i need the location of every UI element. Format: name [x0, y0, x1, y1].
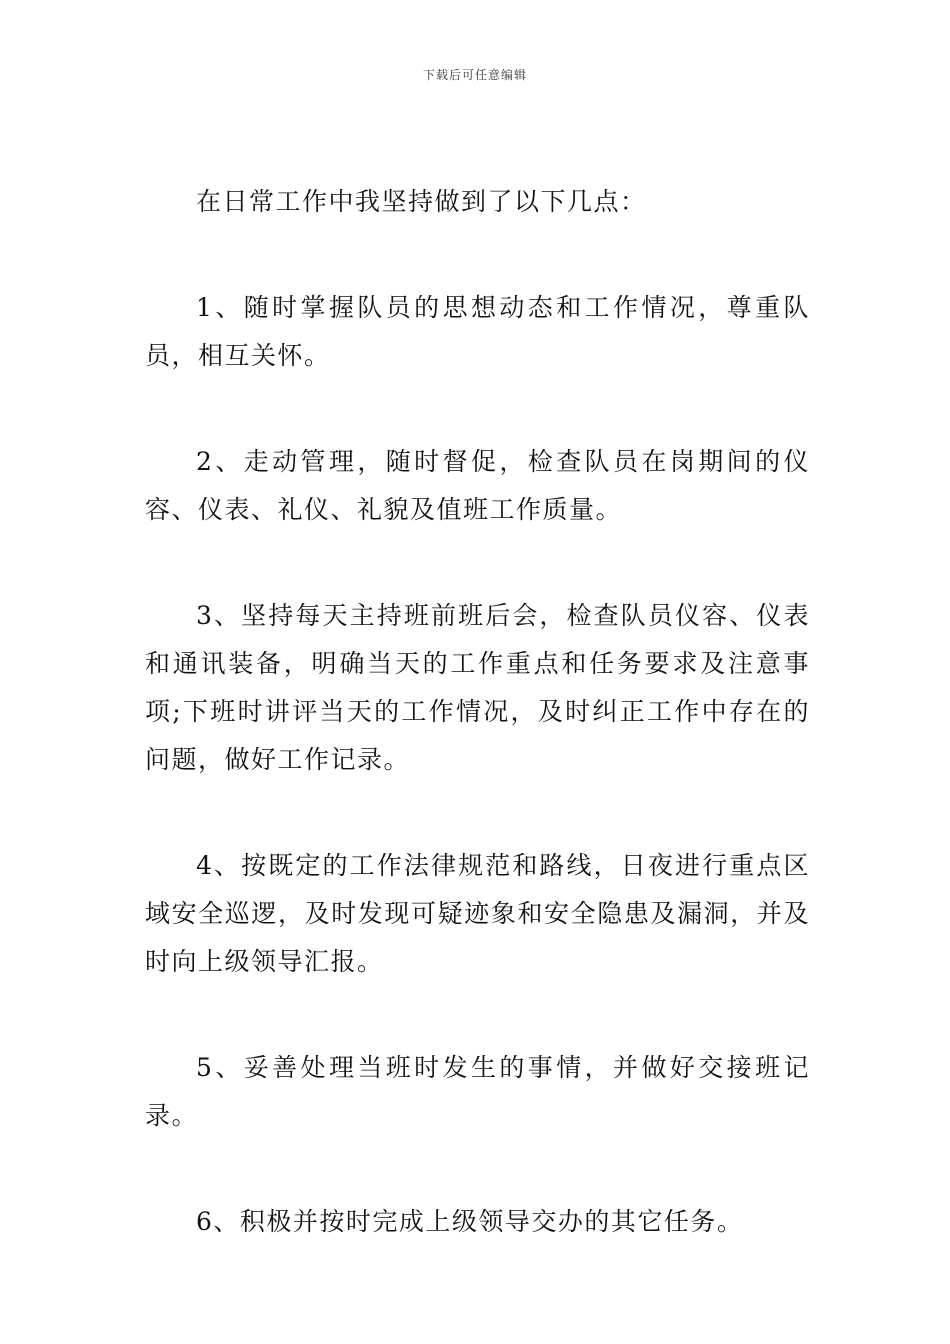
paragraph-item-3: 3、坚持每天主持班前班后会，检查队员仪容、仪表和通讯装备，明确当天的工作重点和任务要求及注意事项;下班时讲评当天的工作情况，及时纠正工作中存在的问题，做好工作记录。 — [145, 601, 810, 774]
paragraph-item-6: 6、积极并按时完成上级领导交办的其它任务。 — [196, 1207, 744, 1236]
paragraph-item-1: 1、随时掌握队员的思想动态和工作情况，尊重队员，相互关怀。 — [145, 293, 810, 370]
paragraph-intro: 在日常工作中我坚持做到了以下几点： — [196, 187, 647, 216]
document-body — [145, 178, 810, 1304]
paragraph-item-5: 5、妥善处理当班时发生的事情，并做好交接班记录。 — [145, 1053, 810, 1130]
paragraph-item-4: 4、按既定的工作法律规范和路线，日夜进行重点区域安全巡逻，及时发现可疑迹象和安全隐患及漏洞，并及时向上级领导汇报。 — [145, 851, 810, 976]
header-note: 下载后可任意编辑 — [422, 68, 527, 82]
paragraph-item-2: 2、走动管理，随时督促，检查队员在岗期间的仪容、仪表、礼仪、礼貌及值班工作质量。 — [145, 447, 810, 524]
